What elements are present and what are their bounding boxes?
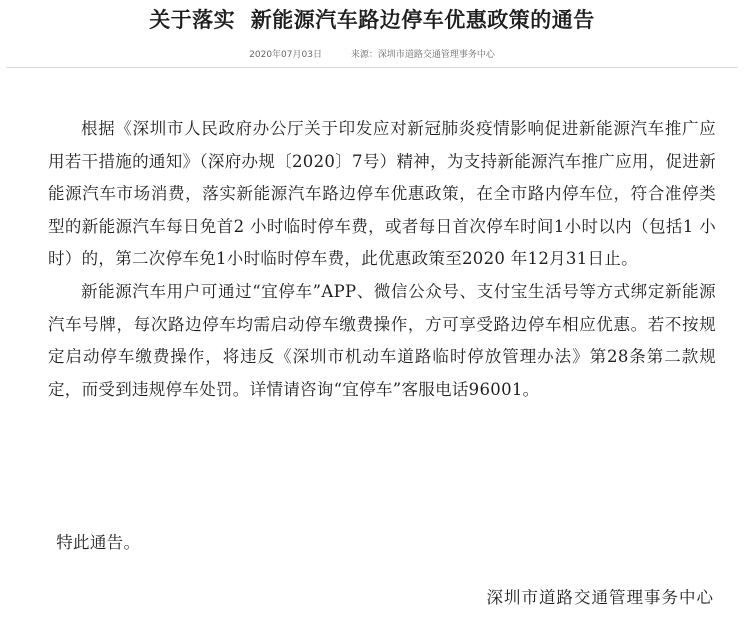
closing-line: 特此通告。 bbox=[56, 533, 141, 552]
publish-date: 2020年07月03日 bbox=[249, 50, 322, 60]
article-meta bbox=[0, 47, 744, 60]
issuer-signature: 深圳市道路交通管理事务中心 bbox=[486, 588, 714, 607]
body-paragraph-2: 新能源汽车用户可通过“宜停车”APP、微信公众号、支付宝生活号等方式绑定新能源汽车号牌，每次路边停车均需启动停车缴费操作，方可享受路边停车相应优惠。若不按规定启动停车缴费操作，将违反《深圳市机动车道路临时停放管理办法》第28条第二款规定，而受到违规停车处罚。详情请咨询“宜停车”客服电话96001。 bbox=[48, 281, 716, 399]
header-divider bbox=[6, 67, 738, 68]
page-title: 关于落实 新能源汽车路边停车优惠政策的通告 bbox=[149, 8, 595, 32]
article-body bbox=[48, 113, 716, 406]
body-paragraph-1: 根据《深圳市人民政府办公厅关于印发应对新冠肺炎疫情影响促进新能源汽车推广应用若干措施的通知》（深府办规〔2020〕7号）精神，为支持新能源汽车推广应用，促进新能源汽车市场消费，落实新能源汽车路边停车优惠政策，在全市路内停车位，符合准停类型的新能源汽车每日免首2 小时临时停车费，或者每日首次停车时间1小时以内（包括1 小时）的，第二次停车免1小时临时停车费，此优惠政策至2020 年12月31日止。 bbox=[48, 119, 716, 269]
article-source: 来源：深圳市道路交通管理事务中心 bbox=[350, 50, 495, 60]
